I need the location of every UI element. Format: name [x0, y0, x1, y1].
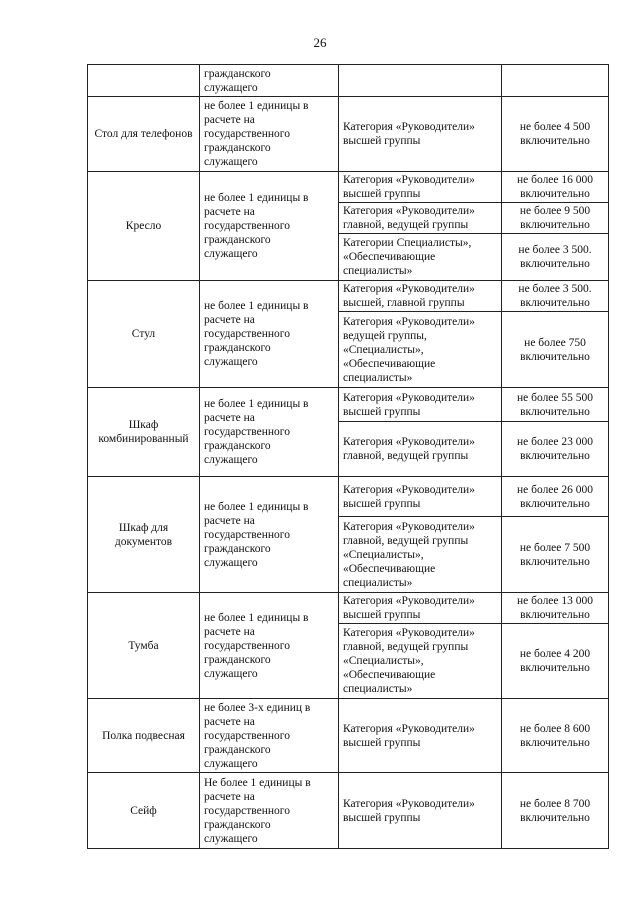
page-number: 26	[313, 35, 327, 50]
category-cell: Категория «Руководители» высшей группы	[339, 172, 502, 203]
price-cell: не более 750 включительно	[502, 312, 609, 388]
price-cell: не более 7 500 включительно	[502, 517, 609, 593]
price-cell: не более 55 500 включительно	[502, 388, 609, 422]
item-name-cell: Тумба	[88, 593, 200, 699]
category-cell: Категория «Руководители» высшей, главной группы	[339, 281, 502, 312]
item-name-cell: Полка подвесная	[88, 699, 200, 773]
category-cell: Категория «Руководители» высшей группы	[339, 699, 502, 773]
table-row	[88, 699, 609, 773]
furniture-norms-table	[87, 64, 609, 849]
price-cell: не более 8 700 включительно	[502, 773, 609, 849]
item-name-cell: Шкаф комбинированный	[88, 388, 200, 477]
category-cell: Категория «Руководители» главной, ведущей группы	[339, 203, 502, 234]
price-cell: не более 13 000 включительно	[502, 593, 609, 624]
item-name-cell	[88, 65, 200, 97]
price-cell: не более 23 000 включительно	[502, 422, 609, 477]
category-cell: Категория «Руководители» ведущей группы, «Специалисты», «Обеспечивающие специалисты»	[339, 312, 502, 388]
price-cell: не более 8 600 включительно	[502, 699, 609, 773]
item-name-cell: Стул	[88, 281, 200, 388]
quantity-cell: гражданского служащего	[200, 65, 339, 97]
item-name-cell: Сейф	[88, 773, 200, 849]
category-cell: Категории Специалисты», «Обеспечивающие специалисты»	[339, 234, 502, 281]
table-row	[88, 97, 609, 172]
category-cell: Категория «Руководители» высшей группы	[339, 477, 502, 517]
quantity-cell: Не более 1 единицы в расчете на государственного гражданского служащего	[200, 773, 339, 849]
price-cell: не более 4 200 включительно	[502, 624, 609, 699]
item-name-cell: Шкаф для документов	[88, 477, 200, 593]
price-cell: не более 16 000 включительно	[502, 172, 609, 203]
category-cell: Категория «Руководители» главной, ведущей группы «Специалисты», «Обеспечивающие специалисты»	[339, 517, 502, 593]
item-name-cell: Стол для телефонов	[88, 97, 200, 172]
quantity-cell: не более 1 единицы в расчете на государственного гражданского служащего	[200, 172, 339, 281]
quantity-cell: не более 1 единицы в расчете на государственного гражданского служащего	[200, 388, 339, 477]
table-row	[88, 281, 609, 312]
table-row	[88, 388, 609, 422]
price-cell: не более 3 500. включительно	[502, 281, 609, 312]
category-cell: Категория «Руководители» высшей группы	[339, 593, 502, 624]
category-cell: Категория «Руководители» высшей группы	[339, 388, 502, 422]
table-row	[88, 172, 609, 203]
table-row	[88, 773, 609, 849]
quantity-cell: не более 3-х единиц в расчете на государственного гражданского служащего	[200, 699, 339, 773]
table-row	[88, 593, 609, 624]
price-cell: не более 3 500. включительно	[502, 234, 609, 281]
price-cell: не более 26 000 включительно	[502, 477, 609, 517]
category-cell: Категория «Руководители» высшей группы	[339, 773, 502, 849]
quantity-cell: не более 1 единицы в расчете на государственного гражданского служащего	[200, 593, 339, 699]
category-cell: Категория «Руководители» главной, ведущей группы	[339, 422, 502, 477]
category-cell: Категория «Руководители» высшей группы	[339, 97, 502, 172]
price-cell	[502, 65, 609, 97]
table-row	[88, 477, 609, 517]
table-row	[88, 65, 609, 97]
category-cell: Категория «Руководители» главной, ведущей группы «Специалисты», «Обеспечивающие специалисты»	[339, 624, 502, 699]
quantity-cell: не более 1 единицы в расчете на государственного гражданского служащего	[200, 477, 339, 593]
item-name-cell: Кресло	[88, 172, 200, 281]
quantity-cell: не более 1 единицы в расчете на государственного гражданского служащего	[200, 97, 339, 172]
category-cell	[339, 65, 502, 97]
quantity-cell: не более 1 единицы в расчете на государственного гражданского служащего	[200, 281, 339, 388]
price-cell: не более 9 500 включительно	[502, 203, 609, 234]
price-cell: не более 4 500 включительно	[502, 97, 609, 172]
